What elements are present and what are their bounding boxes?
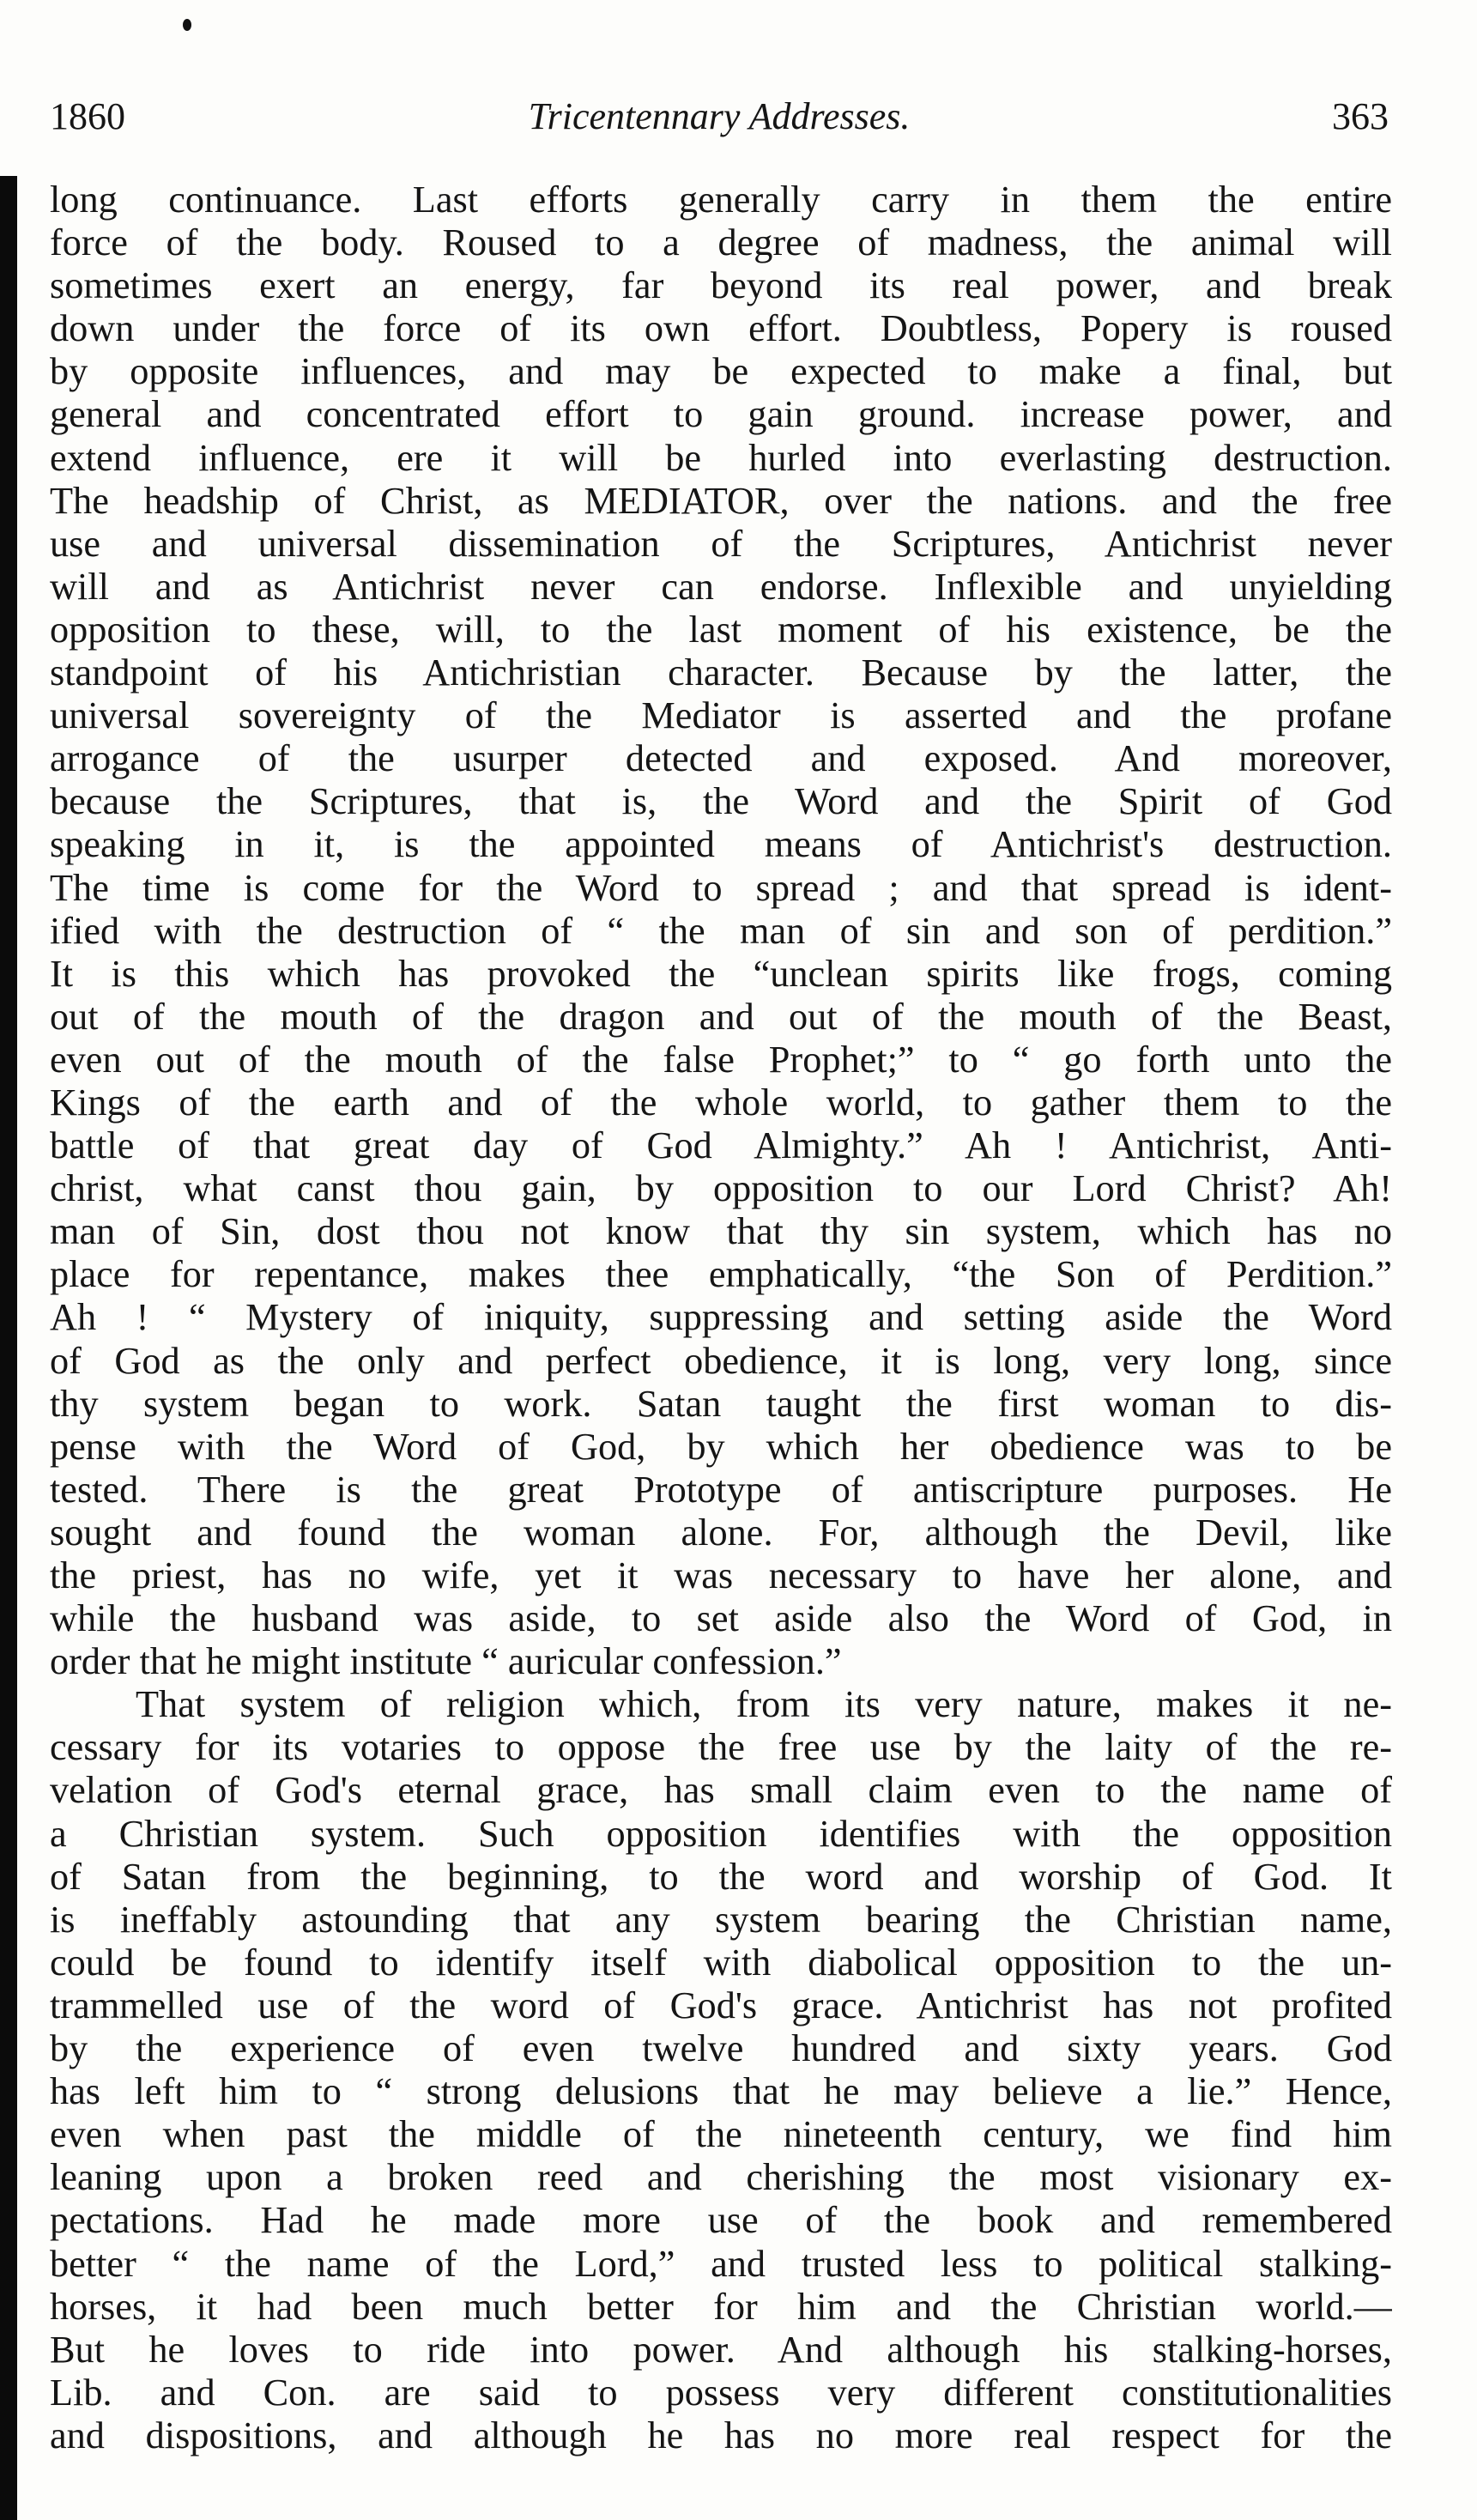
text-line: standpoint of his Antichristian character. Because by the latter, the [50, 651, 1392, 694]
text-line: better “ the name of the Lord,” and trusted less to political stalking- [50, 2242, 1392, 2285]
text-line: of Satan from the beginning, to the word and worship of God. It [50, 1855, 1392, 1898]
text-line: long continuance. Last efforts generally carry in them the entire [50, 179, 1392, 221]
text-line: speaking in it, is the appointed means of Antichrist's destruction. [50, 823, 1392, 866]
text-line: Lib. and Con. are said to possess very different constitutionalities [50, 2371, 1392, 2414]
text-line: leaning upon a broken reed and cherishing the most visionary ex- [50, 2156, 1392, 2199]
text-line: general and concentrated effort to gain ground. increase power, and [50, 393, 1392, 436]
text-line: because the Scriptures, that is, the Word and the Spirit of God [50, 780, 1392, 823]
body-text [50, 179, 1392, 2457]
text-line: extend influence, ere it will be hurled into everlasting destruction. [50, 436, 1392, 479]
text-line: by the experience of even twelve hundred and sixty years. God [50, 2027, 1392, 2070]
text-line: thy system began to work. Satan taught the first woman to dis- [50, 1382, 1392, 1425]
text-line: horses, it had been much better for him and the Christian world.— [50, 2285, 1392, 2328]
text-line: velation of God's eternal grace, has small claim even to the name of [50, 1769, 1392, 1812]
text-line: order that he might institute “ auricular confession.” [50, 1640, 842, 1683]
text-line: arrogance of the usurper detected and exposed. And moreover, [50, 737, 1392, 780]
text-line: tested. There is the great Prototype of antiscripture purposes. He [50, 1468, 1392, 1511]
text-line: the priest, has no wife, yet it was necessary to have her alone, and [50, 1554, 1392, 1596]
header-year: 1860 [50, 95, 125, 137]
text-line: by opposite influences, and may be expected to make a final, but [50, 350, 1392, 393]
text-line: ified with the destruction of “ the man of sin and son of perdition.” [50, 909, 1392, 952]
text-line: christ, what canst thou gain, by opposition to our Lord Christ? Ah! [50, 1167, 1392, 1210]
scan-margin-shadow [0, 176, 17, 2520]
text-line: sought and found the woman alone. For, although the Devil, like [50, 1511, 1392, 1554]
header-title: Tricentennary Addresses. [528, 95, 911, 137]
text-line: could be found to identify itself with diabolical opposition to the un- [50, 1941, 1392, 1984]
text-line: force of the body. Roused to a degree of madness, the animal will [50, 221, 1392, 264]
text-line: pectations. Had he made more use of the book and remembered [50, 2199, 1392, 2242]
running-header [50, 88, 1389, 148]
text-line: place for repentance, makes thee emphatically, “the Son of Perdition.” [50, 1253, 1392, 1296]
text-line: while the husband was aside, to set aside also the Word of God, in [50, 1597, 1392, 1640]
text-line: universal sovereignty of the Mediator is asserted and the profane [50, 694, 1392, 737]
text-line: trammelled use of the word of God's grace. Antichrist has not profited [50, 1984, 1392, 2026]
text-line: cessary for its votaries to oppose the free use by the laity of the re- [50, 1726, 1392, 1769]
text-line: battle of that great day of God Almighty.” Ah ! Antichrist, Anti- [50, 1124, 1392, 1167]
text-line: of God as the only and perfect obedience, it is long, very long, since [50, 1339, 1392, 1382]
text-line: Ah ! “ Mystery of iniquity, suppressing and setting aside the Word [50, 1296, 1392, 1339]
text-line: out of the mouth of the dragon and out of the mouth of the Beast, [50, 995, 1392, 1038]
text-line: is ineffably astounding that any system bearing the Christian name, [50, 1898, 1392, 1941]
text-line: But he loves to ride into power. And although his stalking-horses, [50, 2328, 1392, 2371]
text-line: even out of the mouth of the false Prophet;” to “ go forth unto the [50, 1038, 1392, 1081]
text-line: use and universal dissemination of the Scriptures, Antichrist never [50, 522, 1392, 565]
text-line: Kings of the earth and of the whole world, to gather them to the [50, 1081, 1392, 1124]
text-line: even when past the middle of the nineteenth century, we find him [50, 2113, 1392, 2156]
text-line: and dispositions, and although he has no more real respect for the [50, 2414, 1392, 2456]
text-line: The headship of Christ, as MEDIATOR, over the nations. and the free [50, 479, 1392, 522]
text-line: a Christian system. Such opposition identifies with the opposition [50, 1812, 1392, 1855]
text-line: has left him to “ strong delusions that he may believe a lie.” Hence, [50, 2070, 1392, 2113]
text-line: down under the force of its own effort. Doubtless, Popery is roused [50, 307, 1392, 350]
page-number: 363 [1332, 95, 1389, 137]
text-line: It is this which has provoked the “unclean spirits like frogs, coming [50, 952, 1392, 995]
text-line: will and as Antichrist never can endorse. Inflexible and unyielding [50, 565, 1392, 608]
text-line: That system of religion which, from its very nature, makes it ne- [136, 1683, 1392, 1726]
text-line: opposition to these, will, to the last moment of his existence, be the [50, 608, 1392, 651]
text-line: The time is come for the Word to spread ; and that spread is ident- [50, 866, 1392, 909]
text-line: man of Sin, dost thou not know that thy sin system, which has no [50, 1210, 1392, 1253]
text-line: sometimes exert an energy, far beyond its real power, and break [50, 264, 1392, 307]
ink-speck [183, 19, 191, 31]
text-line: pense with the Word of God, by which her obedience was to be [50, 1425, 1392, 1468]
